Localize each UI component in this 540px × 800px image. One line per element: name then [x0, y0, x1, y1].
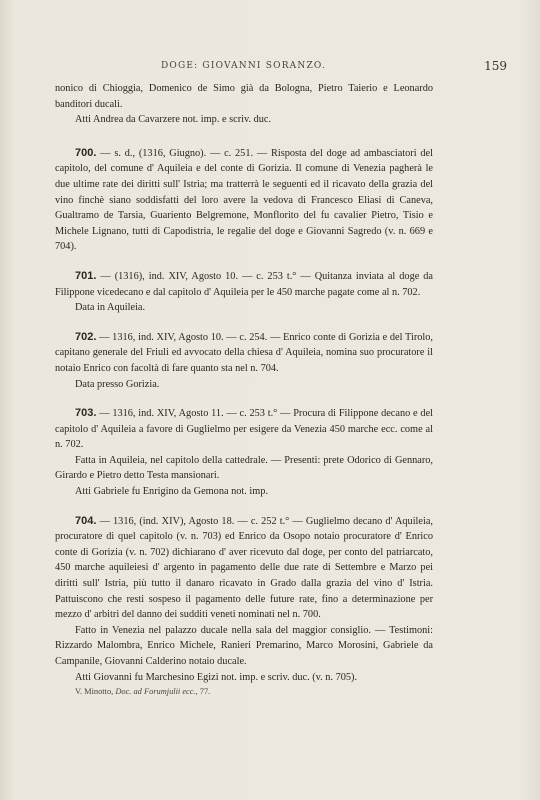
entry-number: 703.	[75, 407, 97, 420]
entry-paragraph	[55, 330, 433, 377]
entry-702	[55, 330, 433, 392]
opening-text: nonico di Chioggia, Domenico de Simo già da Bologna, Pietro Taierio e Leonardo banditori ducali.	[55, 83, 433, 110]
entry-note: Atti Gabriele fu Enrigino da Gemona not. imp.	[75, 486, 269, 498]
entry-number: 701.	[75, 269, 97, 282]
entry-note: Atti Giovanni fu Marchesino Egizi not. imp. e scriv. duc. (v. n. 705).	[75, 671, 358, 683]
entry-paragraph	[55, 269, 433, 300]
opening-closing: Atti Andrea da Cavarzere not. imp. e scriv. duc.	[75, 114, 272, 126]
entry-note: Fatta in Aquileia, nel capitolo della cattedrale. — Presenti: prete Odorico di Gennaro, Girardo e Pietro detto Testa mansionari.	[55, 454, 433, 482]
footnote	[55, 686, 433, 698]
entry-note: Data in Aquileia.	[75, 302, 146, 314]
entry-704	[55, 514, 433, 686]
entry-text: — 1316, ind. XIV, Agosto 10. — c. 254. — Enrico conte di Gorizia e del Tirolo, capitano generale del Friuli ed avvocato della chiesa d' Aquileia, nomina suo procuratore il notaio Enrico con facoltà di fare quanto sta nel n. 704.	[55, 331, 433, 374]
entry-paragraph	[55, 146, 433, 255]
running-title: DOGE: GIOVANNI SORANZO.	[160, 61, 327, 71]
entry-text: — 1316, ind. XIV, Agosto 11. — c. 253 t.° — Procura di Filippone decano e del capitolo d' Aquileia a favore di Guglielmo per esigere da Venezia 450 marche ecc. come al n. 702.	[55, 408, 434, 451]
entry-note: Fatto in Venezia nel palazzo ducale nella sala del maggior consiglio. — Testimoni: Rizzardo Malombra, Enrico Michele, Ranieri Premarino, Marco Morosini, Gabriele da Campanile, Giovanni Calderino notaio ducale.	[55, 624, 433, 667]
footnote-page: 77.	[199, 687, 211, 697]
footnote-title: Doc. ad Forumjulii ecc.,	[115, 687, 198, 697]
page-header	[55, 59, 507, 75]
entry-note: Data presso Gorizia.	[75, 378, 160, 390]
footnote-author: V. Minotto,	[75, 687, 114, 697]
entry-703	[55, 406, 433, 500]
entry-number: 700.	[75, 146, 97, 159]
entry-text: — (1316), ind. XIV, Agosto 10. — c. 253 t.° — Quitanza inviata al doge da Filippone vicedecano e dal capitolo d' Aquileia per le 450 marche pagate come al n. 702.	[55, 270, 434, 298]
document-body	[55, 81, 433, 698]
opening-paragraph	[55, 81, 433, 128]
entry-paragraph	[55, 406, 433, 453]
entry-701	[55, 269, 433, 316]
entry-number: 704.	[75, 514, 97, 527]
page-number: 159	[484, 59, 507, 73]
entry-700	[55, 146, 433, 255]
entry-text: — s. d., (1316, Giugno). — c. 251. — Risposta del doge ad ambasciatori del capitolo, del comune d' Aquileia e del conte di Gorizia. Il comune di Venezia pagherà le due ultime rate dei diritti sull' Istria; ma tratterrà le seguenti ed il ricavato della grazia del vino finchè siano soddisfatti del loro avere la vedova di Francesco Eliasi di Caneva, Gualtramo de Tarsia, Guariento Belgremone, Monflorito del fu cavalier Pietro, Tisio e Michele Lignano, tutti di Capodistria, le regalie del doge e Giovanni Sagredo (v. n. 669 e 704).	[55, 147, 433, 253]
entry-paragraph	[55, 514, 433, 623]
entry-number: 702.	[75, 330, 97, 343]
entry-text: — 1316, (ind. XIV), Agosto 18. — c. 252 t.° — Guglielmo decano d' Aquileia, procuratore di quel capitolo (v. n. 703) ed Enrico da Osopo notaio procuratore d' Enrico conte di Gorizia (v. n. 702) dichiarano d' aver ricevuto dal doge, per conto del patriarcato, 450 marche aquileiesi d' argento in pagamento delle due rate di Settembre e Marzo pei diritti sull' Istria, più tutto il danaro ricavato in Grado dalla grazia del vino d' Istria. Pattuiscono che resti sospeso il pagamento delle future rate, fino a determinazione per mezzo d' arbitri del danno dei sudditi veneti nominati nel n. 700.	[55, 515, 433, 621]
